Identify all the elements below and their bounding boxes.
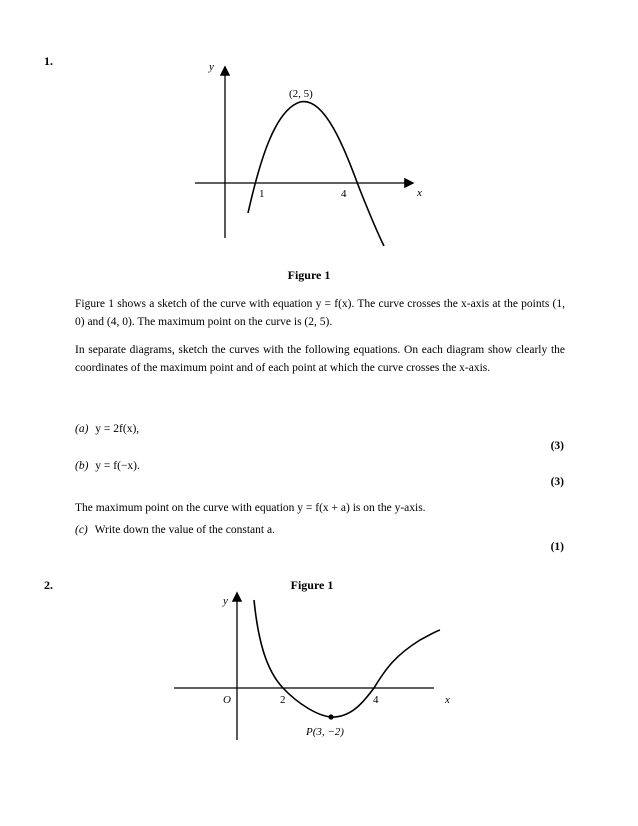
q1-part-a-marks: (3) [550, 440, 564, 452]
q1-part-c-text: Write down the value of the constant a. [94, 524, 275, 536]
q2-y-label: y [223, 595, 228, 607]
q1-x-label: x [417, 187, 422, 199]
question-2-number: 2. [44, 578, 53, 592]
q1-part-a [75, 423, 139, 435]
q1-curve [248, 102, 384, 246]
q1-part-b-label: (b) [75, 460, 89, 472]
q1-part-c-label: (c) [75, 524, 88, 536]
q1-part-a-text: y = 2f(x), [95, 423, 140, 435]
q2-figure-title: Figure 1 [290, 578, 334, 592]
q1-tick-4: 4 [341, 188, 347, 200]
q1-part-b-marks: (3) [550, 476, 564, 488]
q1-part-b-text: y = f(−x). [95, 460, 140, 472]
q1-part-c-marks: (1) [550, 541, 564, 553]
q1-part-a-label: (a) [75, 423, 89, 435]
q2-origin-label: O [223, 694, 231, 706]
q1-part-b [75, 460, 140, 472]
q1-intro-paragraph-1: Figure 1 shows a sketch of the curve with equation y = f(x). The curve crosses the x-axis at the points (1, 0) and (4, 0). The maximum point on the curve is (2, 5). [75, 298, 565, 328]
q2-tick-2: 2 [280, 694, 286, 706]
q1-max-label: (2, 5) [289, 88, 313, 100]
q2-graph [0, 580, 638, 750]
q1-y-label: y [209, 61, 214, 73]
q2-x-label: x [445, 694, 450, 706]
q2-tick-4: 4 [373, 694, 379, 706]
q2-point-p [328, 714, 333, 719]
q1-intro-paragraph-2: In separate diagrams, sketch the curves with the following equations. On each diagram show clearly the coordinates of the maximum point and of each point at which the curve crosses the x-axis. [75, 344, 565, 374]
q1-figure-title: Figure 1 [287, 268, 331, 282]
q1-graph [0, 0, 638, 270]
q2-point-label: P(3, −2) [306, 726, 344, 738]
q1-part-c [75, 524, 275, 536]
q1-tick-1: 1 [259, 188, 265, 200]
q1-stem: The maximum point on the curve with equation y = f(x + a) is on the y-axis. [75, 502, 426, 514]
question-1-number: 1. [44, 54, 53, 68]
